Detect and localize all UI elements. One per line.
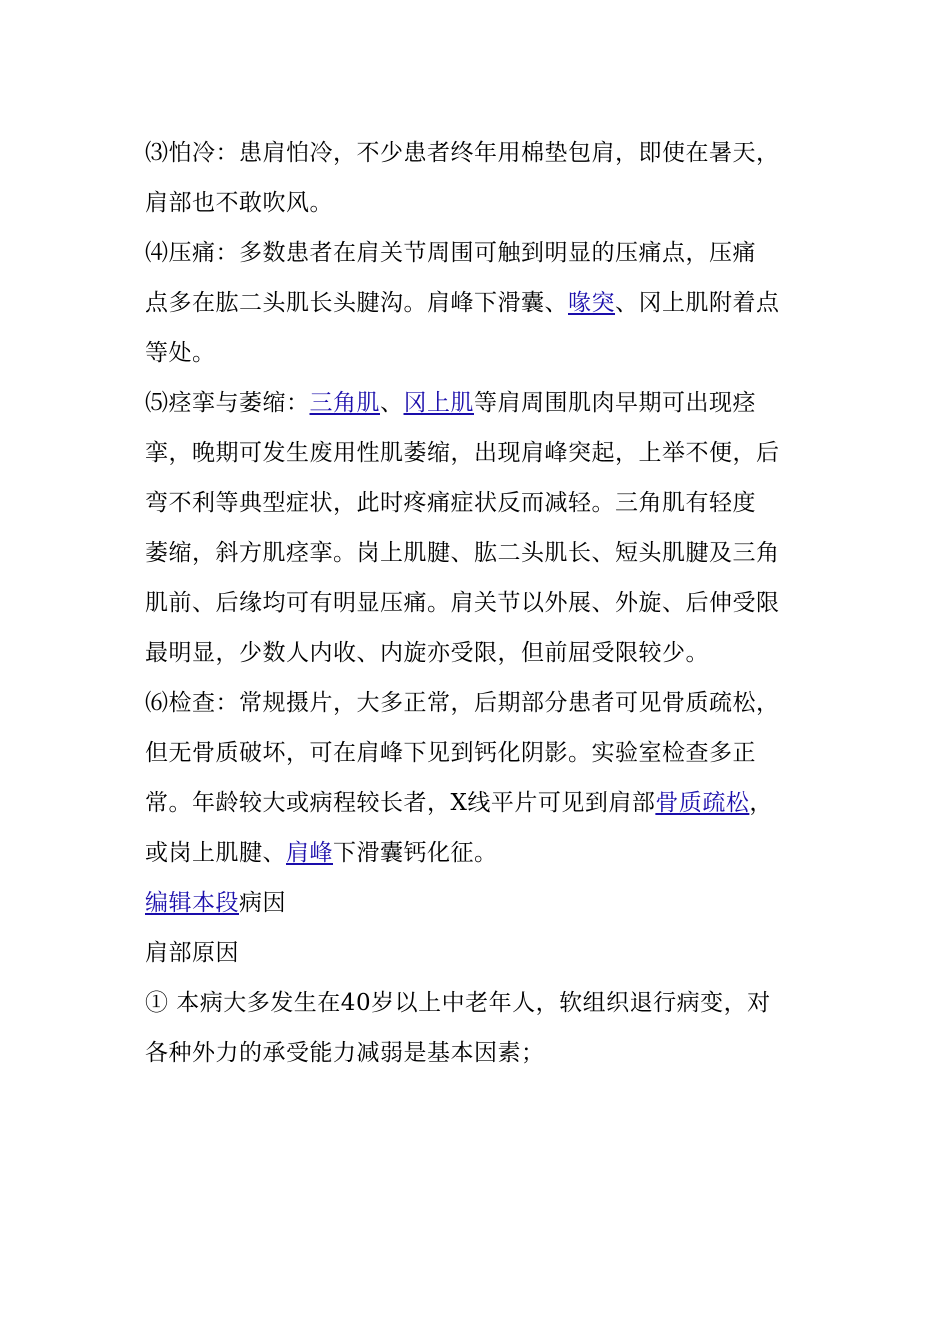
text-line: [145, 178, 810, 228]
text-run: ⑸痉挛与萎缩：: [145, 390, 310, 416]
text-run: 各种外力的承受能力减弱是基本因素；: [145, 1040, 545, 1066]
text-line: [145, 778, 810, 828]
text-line: [145, 928, 810, 978]
text-line: [145, 978, 810, 1028]
text-run: 挛，晚期可发生废用性肌萎缩，出现肩峰突起，上举不便，后: [145, 440, 780, 466]
link-coracoid[interactable]: 喙突: [568, 290, 615, 316]
link-deltoid[interactable]: 三角肌: [309, 390, 380, 416]
text-run: 下滑囊钙化征。: [333, 840, 498, 866]
text-run: ⑶怕冷：患肩怕冷，不少患者终年用棉垫包肩，即使在暑天，: [145, 140, 780, 166]
text-run: 最明显，少数人内收、内旋亦受限，但前屈受限较少。: [145, 640, 709, 666]
text-line: [145, 278, 810, 328]
text-run: 或岗上肌腱、: [145, 840, 286, 866]
text-run: ⑷压痛：多数患者在肩关节周围可触到明显的压痛点，压痛: [145, 240, 756, 266]
text-run: 弯不利等典型症状，此时疼痛症状反而减轻。三角肌有轻度: [145, 490, 756, 516]
text-run: 、冈上肌附着点: [615, 290, 780, 316]
text-line: [145, 578, 810, 628]
text-line: [145, 1028, 810, 1078]
text-line: [145, 878, 810, 928]
text-line: [145, 628, 810, 678]
link-edit-section[interactable]: 编辑本段: [145, 890, 239, 916]
text-run: 等肩周围肌肉早期可出现痉: [474, 390, 756, 416]
text-run: 肌前、后缘均可有明显压痛。肩关节以外展、外旋、后伸受限: [145, 590, 780, 616]
text-run: 、: [380, 390, 404, 416]
text-line: [145, 228, 810, 278]
document-body: [145, 128, 810, 1078]
text-run: 点多在肱二头肌长头腱沟。肩峰下滑囊、: [145, 290, 568, 316]
text-run: 但无骨质破坏，可在肩峰下见到钙化阴影。实验室检查多正: [145, 740, 756, 766]
text-run: 肩部原因: [145, 940, 239, 966]
text-run: ⑹检查：常规摄片，大多正常，后期部分患者可见骨质疏松，: [145, 690, 780, 716]
text-line: [145, 128, 810, 178]
text-line: [145, 528, 810, 578]
link-supraspinatus[interactable]: 冈上肌: [403, 390, 474, 416]
text-run: 等处。: [145, 340, 216, 366]
link-osteoporosis[interactable]: 骨质疏松: [655, 790, 750, 816]
text-run: ，: [749, 790, 773, 816]
text-run: ① 本病大多发生在40岁以上中老年人，软组织退行病变，对: [145, 990, 771, 1016]
text-line: [145, 478, 810, 528]
text-run: 萎缩，斜方肌痉挛。岗上肌腱、肱二头肌长、短头肌腱及三角: [145, 540, 780, 566]
text-line: [145, 828, 810, 878]
text-line: [145, 728, 810, 778]
text-line: [145, 328, 810, 378]
text-run: 常。年龄较大或病程较长者，X线平片可见到肩部: [145, 790, 656, 816]
text-line: [145, 428, 810, 478]
text-line: [145, 678, 810, 728]
link-acromion[interactable]: 肩峰: [286, 840, 333, 866]
text-run: 病因: [239, 890, 286, 916]
text-run: 肩部也不敢吹风。: [145, 190, 333, 216]
text-line: [145, 378, 810, 428]
